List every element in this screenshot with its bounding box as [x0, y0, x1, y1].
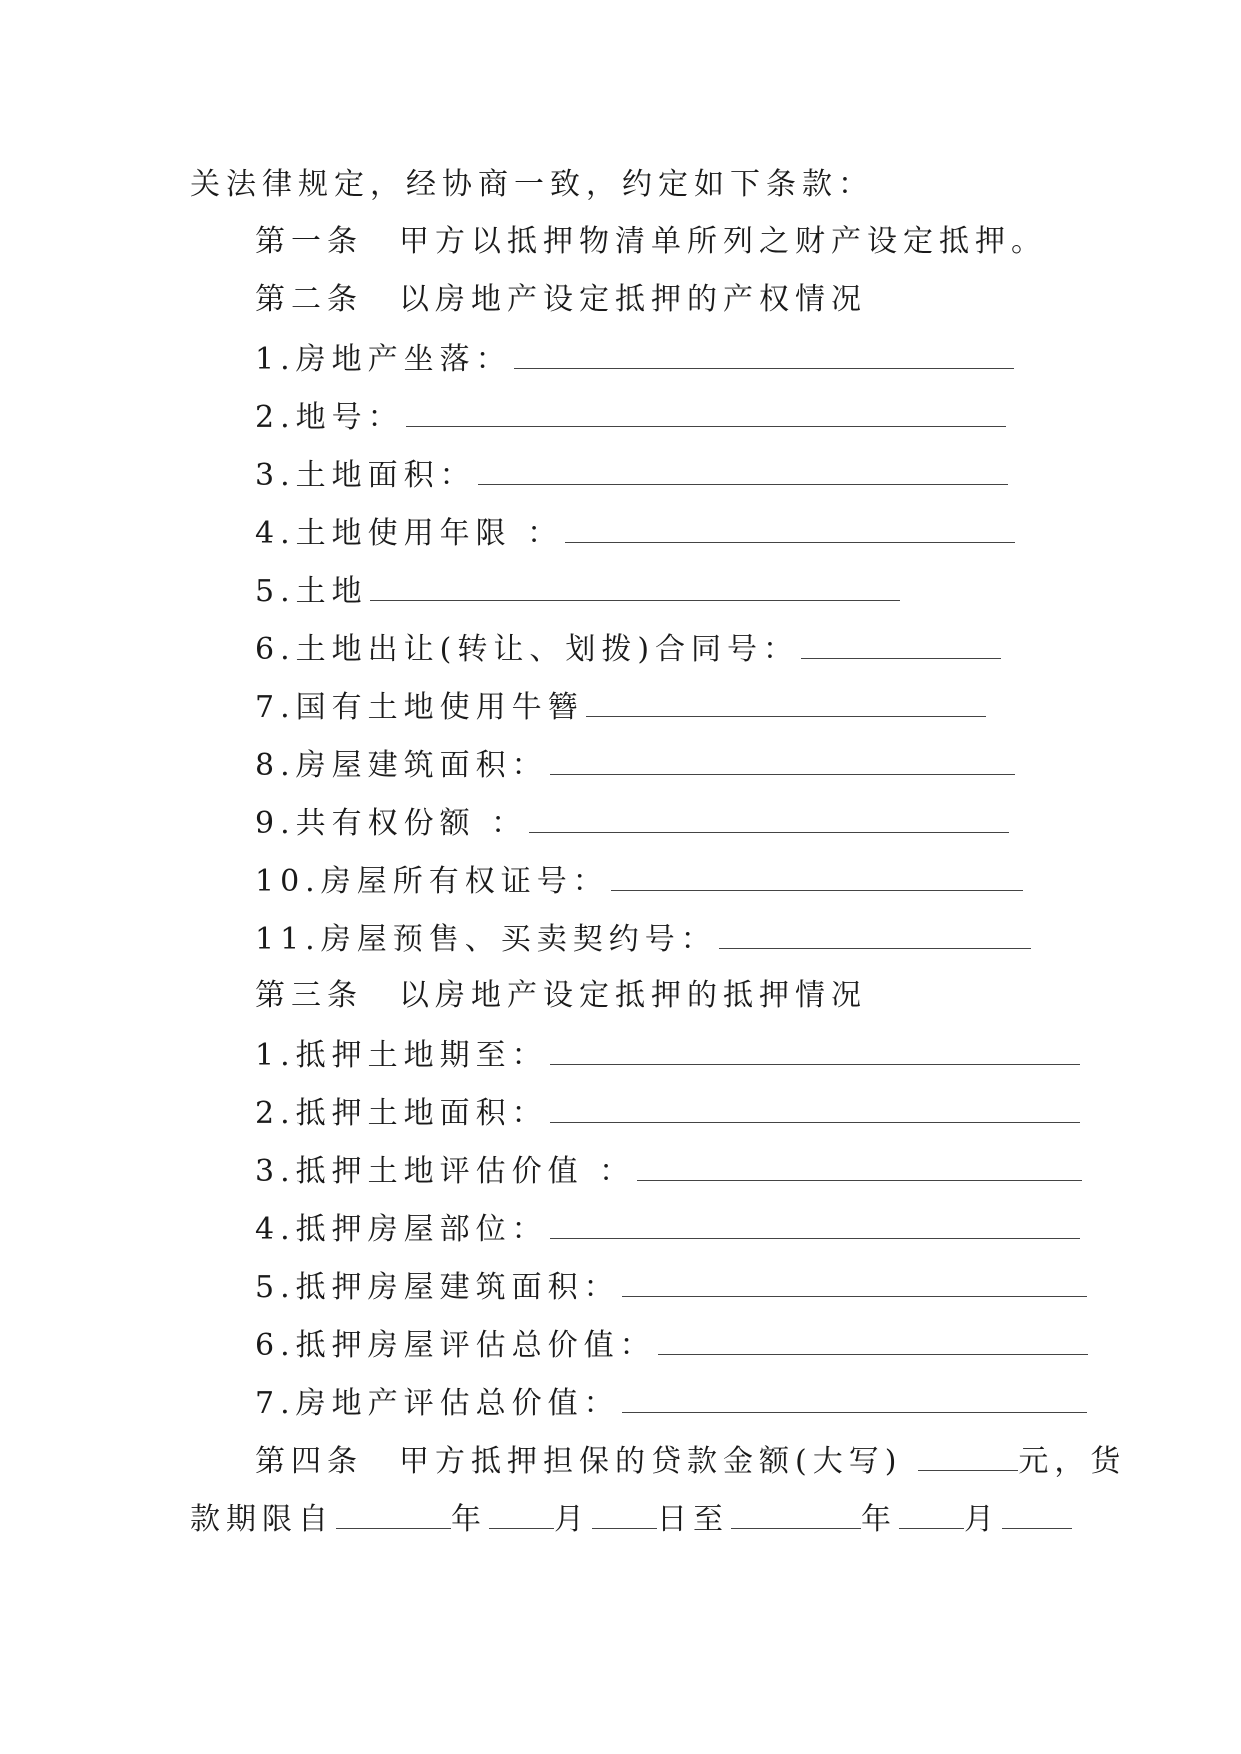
fill-blank[interactable]: [611, 860, 1023, 891]
field-label: 2.地号：: [255, 400, 404, 435]
fill-blank[interactable]: [637, 1150, 1082, 1181]
fill-blank[interactable]: [370, 570, 900, 601]
field-mortgage-house-part: [255, 1208, 1080, 1250]
field-label: 3.土地面积：: [255, 458, 476, 493]
article-4-text: 第四条 甲方抵押担保的贷款金额(大写): [255, 1444, 903, 1479]
field-property-location: [255, 338, 1014, 380]
fill-blank[interactable]: [586, 686, 986, 717]
intro-line: [190, 165, 874, 205]
fill-blank[interactable]: [658, 1324, 1088, 1355]
article-1: [255, 222, 1047, 262]
field-lot-number: [255, 396, 1006, 438]
loan-term-label: 款期限自: [190, 1502, 334, 1537]
field-label: 8.房屋建筑面积：: [255, 748, 548, 783]
end-month-blank[interactable]: [899, 1498, 964, 1529]
field-mortgage-land-value: [255, 1150, 1082, 1192]
field-label: 7.国有土地使用牛簪: [255, 690, 584, 725]
article-4: [255, 1440, 1126, 1482]
field-ownership-cert: [255, 860, 1023, 902]
field-label: 4.抵押房屋部位：: [255, 1212, 548, 1247]
year-label: 年: [861, 1502, 897, 1537]
month-label: 月: [964, 1502, 1000, 1537]
fill-blank[interactable]: [565, 512, 1015, 543]
fill-blank[interactable]: [478, 454, 1008, 485]
field-land-area: [255, 454, 1008, 496]
field-label: 1.抵押土地期至：: [255, 1038, 548, 1073]
field-label: 9.共有权份额 ：: [255, 806, 528, 841]
fill-blank[interactable]: [801, 628, 1001, 659]
article-1-text: 第一条 甲方以抵押物清单所列之财产设定抵押。: [255, 224, 1047, 259]
loan-amount-blank[interactable]: [918, 1440, 1018, 1471]
fill-blank[interactable]: [719, 918, 1031, 949]
day-to-label: 日至: [657, 1502, 729, 1537]
field-label: 6.抵押房屋评估总价值：: [255, 1328, 656, 1363]
loan-term-line: [190, 1498, 1072, 1540]
field-building-area: [255, 744, 1015, 786]
field-label: 10.房屋所有权证号：: [255, 864, 609, 899]
field-label: 11.房屋预售、买卖契约号：: [255, 922, 717, 957]
end-day-blank[interactable]: [1002, 1498, 1072, 1529]
intro-text: 关法律规定，经协商一致，约定如下条款：: [190, 167, 874, 202]
field-land-term: [255, 512, 1015, 554]
fill-blank[interactable]: [529, 802, 1009, 833]
fill-blank[interactable]: [550, 1034, 1080, 1065]
field-co-ownership: [255, 802, 1009, 844]
article-4-suffix: 元，货: [1018, 1444, 1127, 1479]
field-label: 5.抵押房屋建筑面积：: [255, 1270, 620, 1305]
field-label: 3.抵押土地评估价值 ：: [255, 1154, 636, 1189]
start-month-blank[interactable]: [489, 1498, 554, 1529]
start-day-blank[interactable]: [592, 1498, 657, 1529]
fill-blank[interactable]: [550, 744, 1015, 775]
fill-blank[interactable]: [514, 338, 1014, 369]
fill-blank[interactable]: [622, 1382, 1087, 1413]
article-3-text: 第三条 以房地产设定抵押的抵押情况: [255, 978, 867, 1013]
field-label: 2.抵押土地面积：: [255, 1096, 548, 1131]
field-land: [255, 570, 900, 612]
article-2-text: 第二条 以房地产设定抵押的产权情况: [255, 282, 867, 317]
end-year-blank[interactable]: [731, 1498, 861, 1529]
fill-blank[interactable]: [406, 396, 1006, 427]
field-label: 7.房地产评估总价值：: [255, 1386, 620, 1421]
month-label: 月: [554, 1502, 590, 1537]
field-mortgage-land-area: [255, 1092, 1080, 1134]
field-mortgage-house-value: [255, 1324, 1088, 1366]
field-label: 6.土地出让(转让、划拨)合同号：: [255, 632, 800, 667]
article-3-heading: [255, 976, 867, 1016]
fill-blank[interactable]: [550, 1208, 1080, 1239]
field-label: 5.土地: [255, 574, 368, 609]
year-label: 年: [451, 1502, 487, 1537]
field-label: 1.房地产坐落：: [255, 342, 512, 377]
article-2-heading: [255, 280, 867, 320]
field-mortgage-term: [255, 1034, 1080, 1076]
field-mortgage-house-area: [255, 1266, 1087, 1308]
field-label: 4.土地使用年限 ：: [255, 516, 564, 551]
field-presale-contract: [255, 918, 1031, 960]
fill-blank[interactable]: [622, 1266, 1087, 1297]
field-state-land-use: [255, 686, 986, 728]
start-year-blank[interactable]: [336, 1498, 451, 1529]
field-transfer-contract: [255, 628, 1001, 670]
field-property-total-value: [255, 1382, 1087, 1424]
fill-blank[interactable]: [550, 1092, 1080, 1123]
